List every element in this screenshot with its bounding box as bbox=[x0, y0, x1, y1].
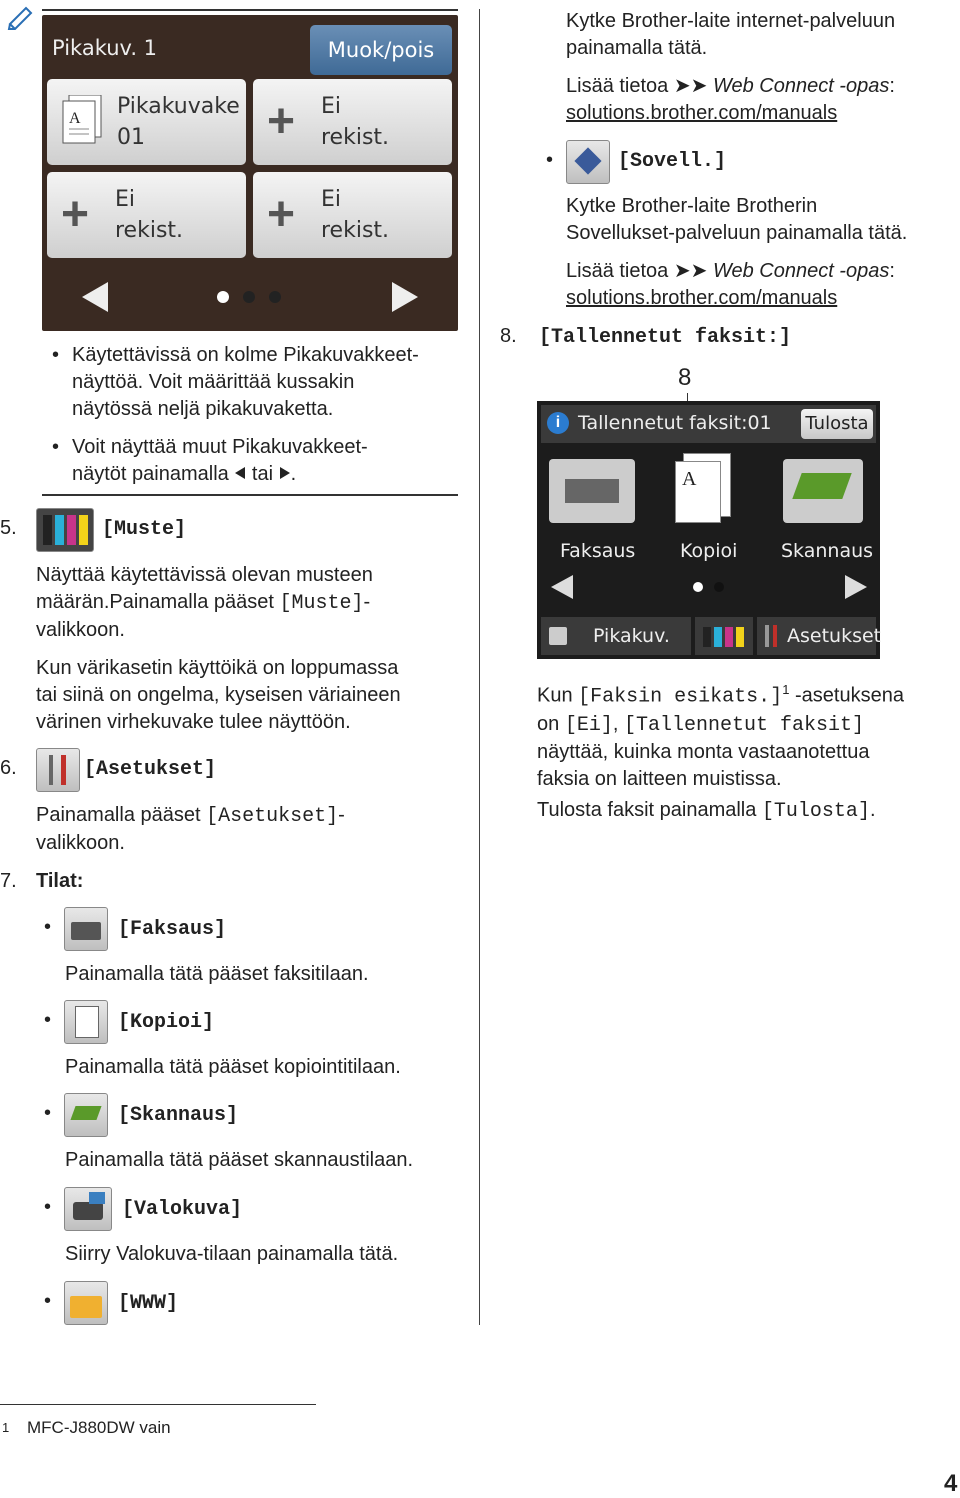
shortcut-empty-button[interactable] bbox=[253, 172, 452, 258]
bullet: • bbox=[44, 1102, 52, 1124]
svg-text:A: A bbox=[69, 110, 81, 127]
settings-tab-label: Asetukset bbox=[787, 625, 882, 647]
fax-mode-label: Faksaus bbox=[560, 540, 636, 562]
ink-icon bbox=[36, 508, 94, 552]
scan-mode-icon[interactable] bbox=[783, 459, 863, 523]
home-screen bbox=[537, 401, 880, 659]
info-icon: i bbox=[547, 412, 569, 434]
shortcut-plus-icon bbox=[549, 627, 567, 645]
screen-title: Pikakuv. 1 bbox=[52, 36, 158, 60]
bullet: • bbox=[44, 1196, 52, 1218]
plus-icon: + bbox=[61, 188, 90, 241]
print-paragraph: Tulosta faksit painamalla [Tulosta]. bbox=[537, 799, 876, 823]
empty-label-line1: Ei bbox=[115, 187, 136, 212]
stored-faxes-label: [Tallennetut faksit:] bbox=[539, 326, 792, 349]
section-rule bbox=[42, 494, 458, 496]
scan-icon bbox=[64, 1093, 108, 1137]
shortcuts-tab[interactable] bbox=[541, 617, 691, 655]
shortcut-empty-button[interactable] bbox=[253, 79, 452, 165]
document-icon bbox=[61, 95, 107, 147]
empty-label-line1: Ei bbox=[321, 94, 342, 119]
copy-description: Painamalla tätä pääset kopiointitilaan. bbox=[65, 1056, 401, 1078]
web-folder-icon bbox=[64, 1281, 108, 1325]
footnote-rule bbox=[0, 1404, 316, 1405]
settings-tab[interactable] bbox=[757, 617, 882, 655]
page-dots bbox=[214, 290, 286, 304]
footnote-text: MFC-J880DW vain bbox=[27, 1418, 171, 1437]
ink-label: [Muste] bbox=[102, 518, 187, 541]
apps-cube-icon bbox=[566, 140, 610, 184]
manuals-link[interactable]: solutions.brother.com/manuals bbox=[566, 287, 838, 309]
fax-icon bbox=[64, 907, 108, 951]
print-button[interactable]: Tulosta bbox=[801, 409, 873, 439]
fax-description: Painamalla tätä pääset faksitilaan. bbox=[65, 963, 369, 985]
shortcut-empty-button[interactable] bbox=[47, 172, 246, 258]
empty-label-line1: Ei bbox=[321, 187, 342, 212]
item-number: 8. bbox=[500, 325, 517, 347]
bullet2-text: Voit näyttää muut Pikakuvakkeet- näytöt painamalla tai . bbox=[72, 436, 368, 485]
shortcut-label-line2: 01 bbox=[117, 125, 145, 150]
settings-tools-icon bbox=[36, 748, 80, 792]
ink-tab[interactable] bbox=[695, 617, 753, 655]
empty-label-line2: rekist. bbox=[321, 218, 390, 243]
top-rule bbox=[42, 9, 458, 11]
more-info-www: Lisää tietoa ➤➤ Web Connect -opas: solutions.brother.com/manuals bbox=[566, 73, 956, 127]
right-triangle-icon bbox=[279, 466, 291, 480]
photo-camera-icon bbox=[64, 1187, 112, 1231]
copy-mode-label: Kopioi bbox=[680, 540, 738, 562]
empty-label-line2: rekist. bbox=[115, 218, 184, 243]
scan-description: Painamalla tätä pääset skannaustilaan. bbox=[65, 1149, 414, 1171]
copy-mode-icon[interactable]: A bbox=[673, 453, 743, 525]
bullet1-text: Käytettävissä on kolme Pikakuvakkeet- näyttöä. Voit määrittää kussakin näytössä neljä pikakuvaketta. bbox=[72, 344, 419, 420]
edit-delete-button[interactable]: Muok/pois bbox=[310, 25, 452, 75]
more-info-apps: Lisää tietoa ➤➤ Web Connect -opas: solutions.brother.com/manuals bbox=[566, 258, 956, 312]
bullet: • bbox=[44, 916, 52, 938]
shortcuts-tab-label: Pikakuv. bbox=[593, 625, 670, 647]
right-arrow-icon[interactable] bbox=[843, 573, 869, 601]
photo-label: [Valokuva] bbox=[122, 1198, 243, 1221]
shortcut-label-line1: Pikakuvake bbox=[117, 94, 240, 119]
www-description: Kytke Brother-laite internet-palveluun painamalla tätä. bbox=[566, 10, 896, 59]
photo-description: Siirry Valokuva-tilaan painamalla tätä. bbox=[65, 1243, 399, 1265]
copy-icon bbox=[64, 1000, 108, 1044]
plus-icon: + bbox=[267, 188, 296, 241]
footnote-number: 1 bbox=[2, 1420, 10, 1435]
column-divider bbox=[479, 9, 480, 1325]
preview-paragraph: Kun [Faksin esikats.]$^1$ -asetuksena on [Ei], [Tallennetut faksit] näyttää, kuinka monta vastaanotettua faksia on laitteen muistissa. bbox=[537, 682, 904, 790]
bullet: • bbox=[44, 1009, 52, 1031]
settings-label: [Asetukset] bbox=[84, 758, 217, 781]
left-arrow-icon[interactable] bbox=[549, 573, 575, 601]
pencil-icon bbox=[6, 2, 38, 30]
item5-paragraph1: Näyttää käytettävissä olevan musteen määrän.Painamalla pääset [Muste]- valikkoon. bbox=[36, 564, 373, 641]
manuals-link[interactable]: solutions.brother.com/manuals bbox=[566, 102, 838, 124]
copy-label: [Kopioi] bbox=[118, 1011, 215, 1034]
bullet: • bbox=[52, 436, 60, 458]
fax-label: [Faksaus] bbox=[118, 918, 227, 941]
empty-label-line2: rekist. bbox=[321, 125, 390, 150]
item6-paragraph: Painamalla pääset [Asetukset]- valikkoon. bbox=[36, 804, 345, 854]
stored-faxes-count: Tallennetut faksit:01 bbox=[578, 412, 772, 434]
page-number: 4 bbox=[944, 1470, 958, 1497]
fax-mode-icon[interactable] bbox=[549, 459, 635, 523]
www-label: [WWW] bbox=[118, 1292, 179, 1315]
apps-description: Kytke Brother-laite Brotherin Sovellukset-palveluun painamalla tätä. bbox=[566, 195, 908, 244]
bullet: • bbox=[546, 149, 554, 171]
modes-title: Tilat: bbox=[36, 870, 84, 892]
plus-icon: + bbox=[267, 95, 296, 148]
item-number: 6. bbox=[0, 757, 17, 779]
left-triangle-icon bbox=[234, 466, 246, 480]
bullet: • bbox=[52, 344, 60, 366]
item-number: 7. bbox=[0, 870, 17, 892]
left-arrow-icon[interactable] bbox=[80, 280, 110, 314]
bullet: • bbox=[44, 1290, 52, 1312]
scan-label: [Skannaus] bbox=[118, 1104, 239, 1127]
shortcut-button-01[interactable] bbox=[47, 79, 246, 165]
apps-label: [Sovell.] bbox=[618, 150, 727, 173]
right-arrow-icon[interactable] bbox=[390, 280, 420, 314]
callout-number: 8 bbox=[678, 364, 692, 391]
scan-mode-label: Skannaus bbox=[781, 540, 874, 562]
shortcut-screen bbox=[42, 15, 458, 331]
item-number: 5. bbox=[0, 517, 17, 539]
page-dots bbox=[691, 581, 727, 593]
item5-paragraph2: Kun värikasetin käyttöikä on loppumassa tai siinä on ongelma, kyseisen väriaineen värinen virhekuvake tulee näyttöön. bbox=[36, 657, 401, 733]
